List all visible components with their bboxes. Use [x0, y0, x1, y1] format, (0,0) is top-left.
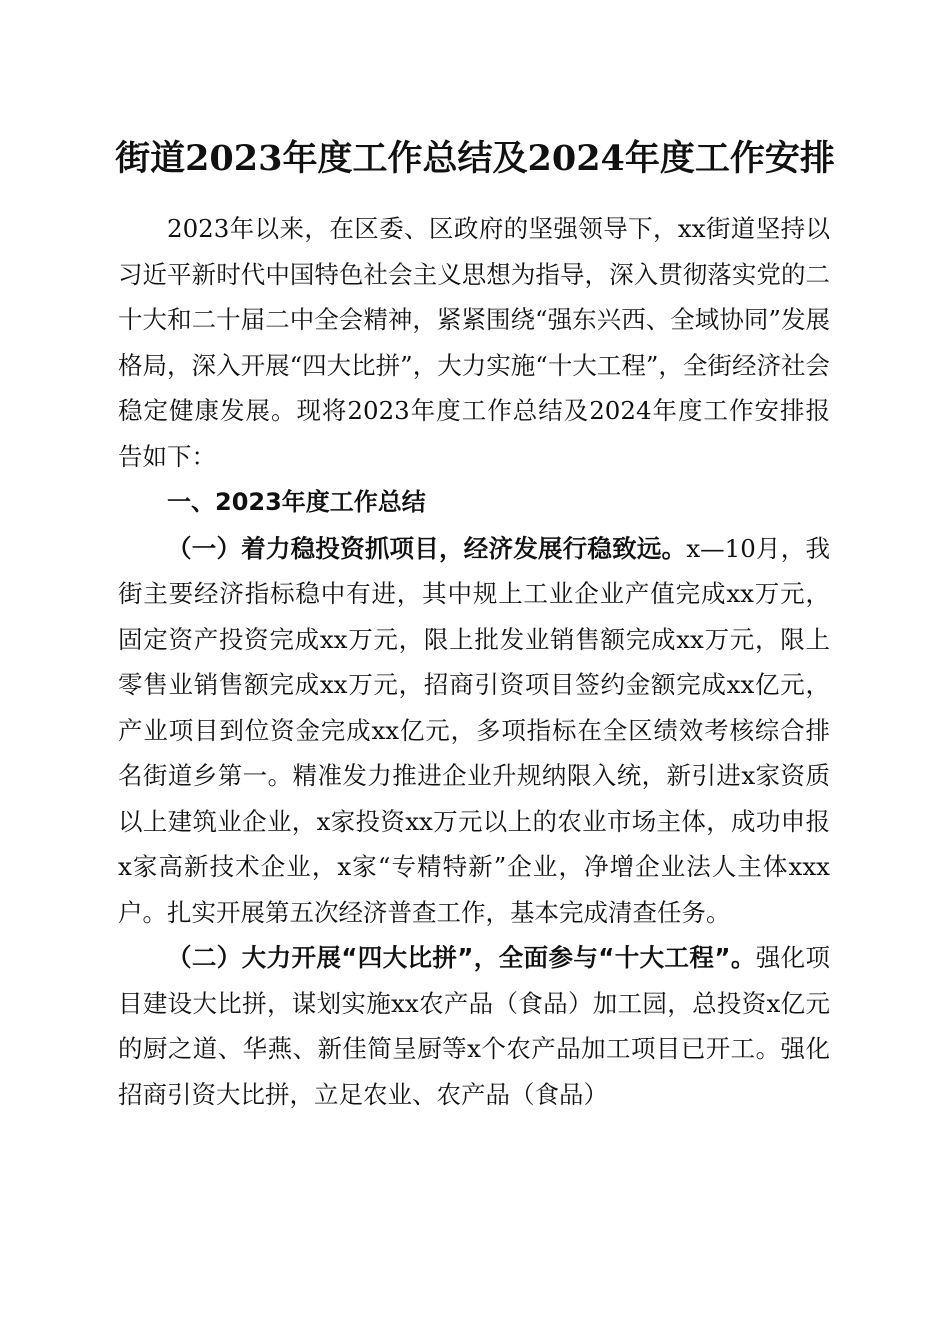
section-heading — [118, 479, 830, 526]
subsection-2-body: 强化项目建设大比拼，谋划实施xx农产品（食品）加工园，总投资x亿元的厨之道、华燕、新佳简呈厨等x个农产品加工项目已开工。强化招商引资大比拼，立足农业、农产品（食品） — [118, 943, 831, 1109]
subsection-2-paragraph — [118, 935, 830, 1117]
section-heading-text: 一、2023年度工作总结 — [167, 488, 426, 516]
document-title: 街道2023年度工作总结及2024年度工作安排 — [115, 138, 835, 179]
document-body — [118, 206, 830, 1117]
subsection-1-paragraph — [118, 526, 830, 936]
subsection-1-body: x—10月，我街主要经济指标稳中有进，其中规上工业企业产值完成xx万元，固定资产投资完成xx万元，限上批发业销售额完成xx万元，限上零售业销售额完成xx万元，招商引资项目签约金额完成xx亿元，产业项目到位资金完成xx亿元，多项指标在全区绩效考核综合排名街道乡第一。精准发力推进企业升规纳限入统，新引进x家资质以上建筑业企业，x家投资xx万元以上的农业市场主体，成功申报x家高新技术企业，x家“专精特新”企业，净增企业法人主体xxx户。扎实开展第五次经济普查工作，基本完成清查任务。 — [118, 533, 830, 927]
subsection-2-heading: （二）大力开展“四大比拼”，全面参与“十大工程”。 — [167, 943, 756, 972]
intro-paragraph: 2023年以来，在区委、区政府的坚强领导下，xx街道坚持以习近平新时代中国特色社会主义思想为指导，深入贯彻落实党的二十大和二十届二中全会精神，紧紧围绕“强东兴西、全域协同”发展格局，深入开展“四大比拼”，大力实施“十大工程”，全街经济社会稳定健康发展。现将2023年度工作总结及2024年度工作安排报告如下： — [118, 214, 830, 471]
subsection-1-heading: （一）着力稳投资抓项目，经济发展行稳致远。 — [167, 533, 687, 563]
